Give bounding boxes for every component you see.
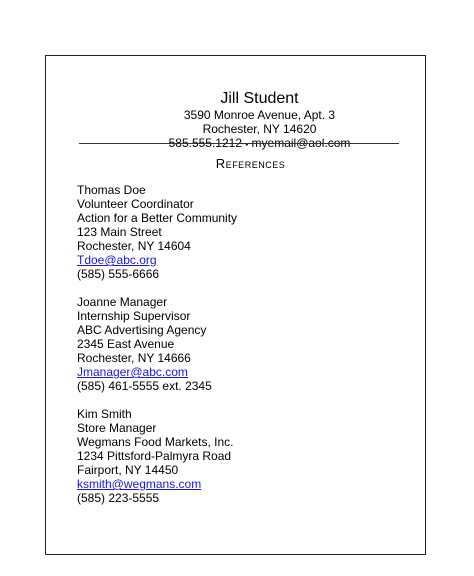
reference-title: Store Manager xyxy=(77,421,157,435)
reference-entry xyxy=(77,407,407,505)
reference-name: Joanne Manager xyxy=(77,295,168,309)
contact-line xyxy=(94,136,425,152)
reference-title: Volunteer Coordinator xyxy=(77,197,194,211)
reference-name: Kim Smith xyxy=(77,407,132,421)
references-heading: References xyxy=(215,156,286,171)
reference-email-link[interactable]: Tdoe@abc.org xyxy=(77,253,157,267)
reference-street: 2345 East Avenue xyxy=(77,337,175,351)
reference-city: Fairport, NY 14450 xyxy=(77,463,179,477)
document-page xyxy=(45,55,426,555)
reference-phone: (585) 223-5555 xyxy=(77,491,160,505)
reference-entry xyxy=(77,183,407,281)
reference-phone: (585) 461-5555 ext. 2345 xyxy=(77,379,212,393)
applicant-email: myemail@aol.com xyxy=(251,136,351,150)
reference-organization: Wegmans Food Markets, Inc. xyxy=(77,435,234,449)
reference-phone: (585) 555-6666 xyxy=(77,267,160,281)
bullet-separator: ▪ xyxy=(245,140,249,149)
reference-organization: Action for a Better Community xyxy=(77,211,238,225)
reference-city: Rochester, NY 14666 xyxy=(77,351,191,365)
applicant-name: Jill Student xyxy=(220,90,299,107)
address-line-1: 3590 Monroe Avenue, Apt. 3 xyxy=(183,108,336,122)
reference-entry xyxy=(77,295,407,393)
applicant-phone: 585.555.1212 xyxy=(168,136,242,150)
reference-street: 1234 Pittsford-Palmyra Road xyxy=(77,449,232,463)
reference-organization: ABC Advertising Agency xyxy=(77,323,207,337)
reference-email-link[interactable]: ksmith@wegmans.com xyxy=(77,477,202,491)
reference-street: 123 Main Street xyxy=(77,225,162,239)
address-line-2: Rochester, NY 14620 xyxy=(202,122,317,136)
header-divider xyxy=(79,143,399,144)
reference-name: Thomas Doe xyxy=(77,183,146,197)
reference-email-link[interactable]: Jmanager@abc.com xyxy=(77,365,188,379)
reference-city: Rochester, NY 14604 xyxy=(77,239,191,253)
references-list xyxy=(77,183,407,519)
reference-title: Internship Supervisor xyxy=(77,309,191,323)
